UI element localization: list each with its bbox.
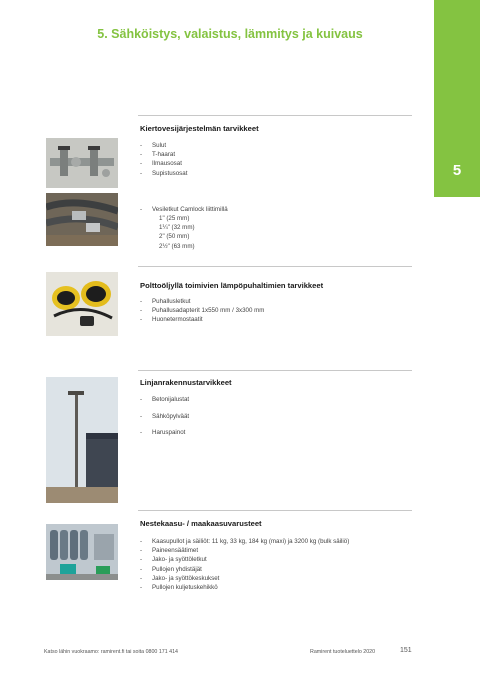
list-item: - Ilmausosat — [140, 159, 187, 168]
list-item: - Vesiletkut Camlock liittimillä — [140, 205, 228, 214]
section-title: Nestekaasu- / maakaasuvarusteet — [140, 519, 262, 528]
list-item: - Paineensäätimet — [140, 546, 349, 555]
footer-catalog-name: Ramirent tuoteluettelo 2020 — [310, 649, 376, 655]
section-divider — [138, 115, 412, 116]
list-item: - Pullojen kuljetuskehikkö — [140, 583, 349, 592]
list-item: - Betonijalustat — [140, 392, 189, 409]
list-item: - Haruspainot — [140, 425, 189, 442]
section-divider — [138, 266, 412, 267]
section-1-list-2 — [140, 205, 228, 214]
list-item: 1¼" (32 mm) — [159, 224, 195, 232]
list-item: - Jako- ja syöttöletkut — [140, 555, 349, 564]
list-item: - Kaasupullot ja säiliöt: 11 kg, 33 kg, 184 kg (maxi) ja 3200 kg (bulk säiliö) — [140, 537, 349, 546]
page-number: 151 — [400, 647, 412, 654]
gas-cylinders-photo — [46, 524, 118, 580]
section-title: Polttoöljyllä toimivien lämpöpuhaltimien tarvikkeet — [140, 281, 324, 290]
footer-contact: Katso lähin vuokraamo: ramirent.fi tai soita 0800 171 414 — [44, 649, 178, 655]
section-title: Linjanrakennustarvikkeet — [140, 378, 232, 387]
section-2-list — [140, 297, 264, 325]
utility-pole-photo — [46, 377, 118, 503]
list-item: - Huonetermostaatit — [140, 315, 264, 324]
list-item: - Pullojen yhdistäjät — [140, 565, 349, 574]
section-divider — [138, 370, 412, 371]
list-item: - T-haarat — [140, 150, 187, 159]
section-1-list — [140, 141, 187, 178]
list-item: - Puhallusletkut — [140, 297, 264, 306]
section-3-list — [140, 392, 189, 442]
list-item: 1" (25 mm) — [159, 215, 190, 222]
heater-accessories-photo — [46, 272, 118, 336]
section-title: Kiertovesijärjestelmän tarvikkeet — [140, 124, 259, 133]
list-item: - Jako- ja syöttökeskukset — [140, 574, 349, 583]
list-item: - Supistusosat — [140, 169, 187, 178]
list-item: 2" (50 mm) — [159, 233, 190, 241]
list-item: - Sähköpylväät — [140, 409, 189, 426]
list-item: 2½" (63 mm) — [159, 242, 195, 250]
section-divider — [138, 510, 412, 511]
chapter-number: 5 — [452, 162, 462, 179]
page-title: 5. Sähköistys, valaistus, lämmitys ja kuivaus — [97, 27, 363, 41]
list-item: - Puhallusadapterit 1x550 mm / 3x300 mm — [140, 306, 264, 315]
camlock-hoses-photo — [46, 193, 118, 246]
list-item: - Sulut — [140, 141, 187, 150]
section-4-list — [140, 537, 349, 592]
hose-size-list — [140, 214, 195, 251]
valve-fittings-photo — [46, 138, 118, 188]
